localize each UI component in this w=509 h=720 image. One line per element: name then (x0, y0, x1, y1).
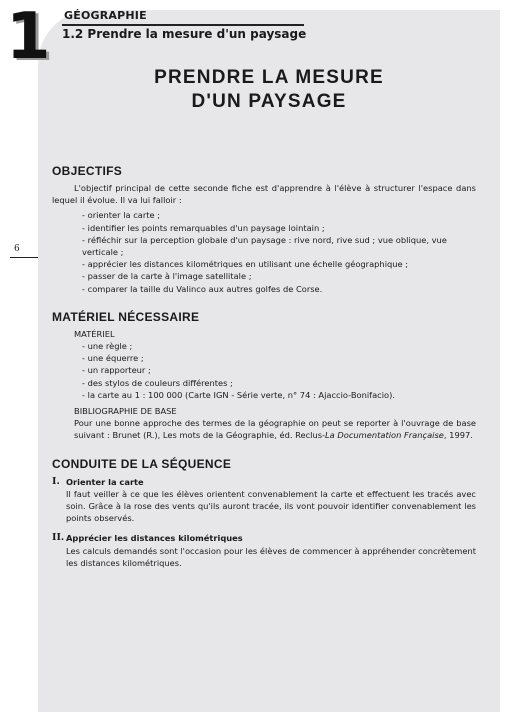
title-line-2: D'UN PAYSAGE (191, 91, 347, 112)
bibliographie-text-main: Pour une bonne approche des termes de la géographie on peut se reporter à l'ouvrage de base suivant : Brunet (R.), Les mots de la Géographie, éd. Reclus- (74, 418, 476, 441)
step-number: II. (52, 532, 65, 544)
list-item: - un rapporteur ; (82, 364, 476, 376)
materiel-label: MATÉRIEL (74, 328, 115, 339)
title-line-1: PRENDRE LA MESURE (154, 67, 384, 88)
list-item: - apprécier les distances kilométriques en utilisant une échelle géographique ; (82, 258, 476, 270)
sequence-step (52, 476, 476, 525)
list-item: - réfléchir sur la perception globale d'un paysage : rive nord, rive sud ; vue oblique, vue verticale ; (82, 234, 476, 258)
list-item: - comparer la taille du Valinco aux autres golfes de Corse. (82, 283, 476, 295)
chapter-number: 1 (6, 0, 51, 74)
list-item: - une équerre ; (82, 352, 476, 364)
bibliographie-publisher: La Documentation Française (325, 430, 444, 441)
conduite-section (52, 456, 476, 569)
step-body: Les calculs demandés sont l'occasion pour les élèves de commencer à appréhender concrètement les distances kilométriques. (66, 545, 476, 568)
step-title: Apprécier les distances kilométriques (66, 533, 243, 544)
list-item: - des stylos de couleurs différentes ; (82, 377, 476, 389)
bibliographie-year: , 1997. (443, 430, 473, 441)
objectifs-heading: OBJECTIFS (52, 164, 123, 178)
page-number: 6 (14, 244, 20, 254)
step-body: Il faut veiller à ce que les élèves orientent convenablement la carte et effectuent les tracés avec soin. Grâce à la rose des vents qu'ils auront tracée, ils vont pouvoir identifier convenablement les points observés. (66, 488, 476, 524)
list-item: - identifier les points remarquables d'un paysage lointain ; (82, 222, 476, 234)
materiel-heading: MATÉRIEL NÉCESSAIRE (52, 309, 200, 324)
bibliographie-text (74, 417, 476, 441)
objectifs-intro: L'objectif principal de cette seconde fiche est d'apprendre à l'élève à structurer l'espace dans lequel il évolue. Il va lui falloir : (52, 183, 476, 206)
page-title (38, 66, 500, 114)
lesson-subtitle: 1.2 Prendre la mesure d'un paysage (62, 27, 307, 41)
list-item: - la carte au 1 : 100 000 (Carte IGN - Série verte, n° 74 : Ajaccio-Bonifacio). (82, 389, 476, 401)
list-item: - une règle ; (82, 340, 476, 352)
step-title: Orienter la carte (66, 476, 144, 487)
list-item: - orienter la carte ; (82, 209, 476, 221)
objectifs-list (52, 209, 476, 294)
page-number-rule (10, 257, 38, 258)
subject-heading: GÉOGRAPHIE (64, 9, 147, 22)
header-rule (62, 24, 304, 26)
step-number: I. (52, 475, 60, 487)
sequence-step (52, 532, 476, 569)
document-body (52, 163, 476, 569)
materiel-block (52, 328, 476, 442)
materiel-list (74, 340, 476, 401)
conduite-heading: CONDUITE DE LA SÉQUENCE (52, 456, 232, 471)
bibliographie-label: BIBLIOGRAPHIE DE BASE (74, 406, 177, 417)
materiel-section (52, 309, 476, 442)
objectifs-section (52, 163, 476, 295)
list-item: - passer de la carte à l'image satellitale ; (82, 270, 476, 282)
